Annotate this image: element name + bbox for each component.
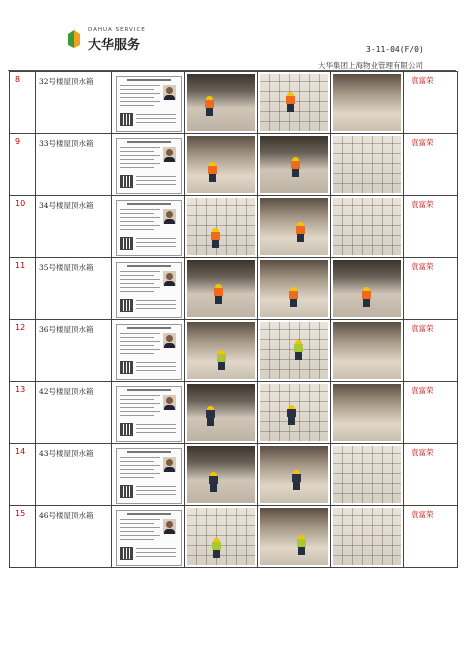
cleaning-photo-cell (258, 444, 331, 506)
health-certificate-image (116, 262, 182, 318)
inspector-signature: 袁富荣 (404, 196, 458, 258)
cleaning-photo (260, 322, 328, 379)
health-certificate-image (116, 324, 182, 380)
row-number: 14 (10, 444, 36, 506)
tank-location: 34号楼屋顶水箱 (36, 196, 112, 258)
health-certificate-cell (112, 320, 185, 382)
portrait-photo (163, 85, 176, 100)
document-code: 3-11-04(F/0) (366, 45, 424, 54)
health-certificate-image (116, 138, 182, 194)
logo-english-text: DAHUA SERVICE (88, 27, 146, 33)
cleaning-photo-cell (331, 72, 404, 134)
cleaning-photo (187, 322, 255, 379)
row-number: 10 (10, 196, 36, 258)
qr-code-icon (120, 547, 133, 560)
table-row (10, 196, 458, 258)
worker-figure (208, 162, 217, 182)
row-number: 8 (10, 72, 36, 134)
health-certificate-image (116, 200, 182, 256)
portrait-photo (163, 209, 176, 224)
portrait-photo (163, 271, 176, 286)
cleaning-photo (333, 446, 401, 503)
worker-figure (205, 96, 214, 116)
cleaning-photo (187, 384, 255, 441)
table-row (10, 134, 458, 196)
cleaning-photo (187, 260, 255, 317)
health-certificate-image (116, 386, 182, 442)
portrait-photo (163, 333, 176, 348)
table-row (10, 72, 458, 134)
qr-code-icon (120, 237, 133, 250)
qr-code-icon (120, 113, 133, 126)
tank-location: 33号楼屋顶水箱 (36, 134, 112, 196)
cleaning-photo (187, 446, 255, 503)
cleaning-photo (333, 322, 401, 379)
cleaning-photo (260, 508, 328, 565)
cleaning-photo (187, 74, 255, 131)
worker-figure (294, 340, 303, 360)
portrait-photo (163, 457, 176, 472)
health-certificate-cell (112, 258, 185, 320)
cleaning-photo-cell (258, 258, 331, 320)
inspector-signature: 袁富荣 (404, 444, 458, 506)
row-number: 11 (10, 258, 36, 320)
qr-code-icon (120, 423, 133, 436)
portrait-photo (163, 395, 176, 410)
cleaning-photo (260, 446, 328, 503)
worker-figure (297, 535, 306, 555)
tank-location: 32号楼屋顶水箱 (36, 72, 112, 134)
cleaning-photo (187, 508, 255, 565)
cleaning-photo-cell (258, 382, 331, 444)
qr-code-icon (120, 485, 133, 498)
cleaning-photo-cell (331, 444, 404, 506)
cleaning-photo (333, 136, 401, 193)
row-number: 12 (10, 320, 36, 382)
cleaning-photo-cell (331, 134, 404, 196)
worker-figure (286, 92, 295, 112)
cleaning-photo (187, 198, 255, 255)
health-certificate-image (116, 510, 182, 566)
cleaning-photo-cell (331, 382, 404, 444)
cleaning-photo (187, 136, 255, 193)
cleaning-photo-cell (185, 382, 258, 444)
cleaning-photo-cell (185, 72, 258, 134)
cleaning-photo (333, 198, 401, 255)
dahua-logo-icon (66, 28, 82, 50)
table-row (10, 444, 458, 506)
cleaning-photo (260, 198, 328, 255)
inspector-signature: 袁富荣 (404, 258, 458, 320)
health-certificate-cell (112, 134, 185, 196)
qr-code-icon (120, 175, 133, 188)
cleaning-photo (260, 136, 328, 193)
health-certificate-cell (112, 382, 185, 444)
company-name: 大华集团上海物业管理有限公司 (318, 61, 423, 70)
health-certificate-cell (112, 506, 185, 568)
qr-code-icon (120, 361, 133, 374)
tank-location: 43号楼屋顶水箱 (36, 444, 112, 506)
table-row (10, 320, 458, 382)
company-logo (66, 26, 146, 56)
worker-figure (296, 222, 305, 242)
tank-location: 46号楼屋顶水箱 (36, 506, 112, 568)
cleaning-photo-cell (185, 506, 258, 568)
health-certificate-cell (112, 196, 185, 258)
cleaning-photo-cell (258, 506, 331, 568)
logo-chinese-text: 大华服务 (88, 38, 141, 53)
health-certificate-cell (112, 72, 185, 134)
cleaning-photo-cell (331, 320, 404, 382)
portrait-photo (163, 147, 176, 162)
inspector-signature: 袁富荣 (404, 320, 458, 382)
inspector-signature: 袁富荣 (404, 506, 458, 568)
cleaning-photo-cell (185, 320, 258, 382)
worker-figure (287, 405, 296, 425)
qr-code-icon (120, 299, 133, 312)
worker-figure (212, 538, 221, 558)
table-row (10, 506, 458, 568)
worker-figure (291, 157, 300, 177)
row-number: 13 (10, 382, 36, 444)
inspector-signature: 袁富荣 (404, 72, 458, 134)
inspector-signature: 袁富荣 (404, 134, 458, 196)
cleaning-photo (333, 508, 401, 565)
worker-figure (209, 472, 218, 492)
worker-figure (292, 470, 301, 490)
worker-figure (206, 406, 215, 426)
health-certificate-image (116, 76, 182, 132)
cleaning-photo-cell (185, 444, 258, 506)
table-row (10, 382, 458, 444)
cleaning-photo-cell (331, 506, 404, 568)
cleaning-photo (260, 260, 328, 317)
cleaning-photo-cell (258, 196, 331, 258)
table-row (10, 258, 458, 320)
worker-figure (217, 350, 226, 370)
worker-figure (362, 287, 371, 307)
portrait-photo (163, 519, 176, 534)
cleaning-photo-cell (258, 320, 331, 382)
tank-location: 35号楼屋顶水箱 (36, 258, 112, 320)
worker-figure (214, 284, 223, 304)
cleaning-photo (333, 384, 401, 441)
cleaning-record-table (9, 71, 458, 568)
inspector-signature: 袁富荣 (404, 382, 458, 444)
cleaning-photo-cell (185, 196, 258, 258)
row-number: 9 (10, 134, 36, 196)
cleaning-photo (260, 384, 328, 441)
cleaning-photo-cell (331, 196, 404, 258)
tank-location: 42号楼屋顶水箱 (36, 382, 112, 444)
cleaning-photo-cell (258, 72, 331, 134)
cleaning-photo (260, 74, 328, 131)
cleaning-photo (333, 74, 401, 131)
tank-location: 36号楼屋顶水箱 (36, 320, 112, 382)
cleaning-photo-cell (258, 134, 331, 196)
worker-figure (289, 287, 298, 307)
row-number: 15 (10, 506, 36, 568)
cleaning-photo (333, 260, 401, 317)
cleaning-photo-cell (185, 134, 258, 196)
health-certificate-image (116, 448, 182, 504)
health-certificate-cell (112, 444, 185, 506)
worker-figure (211, 228, 220, 248)
cleaning-photo-cell (331, 258, 404, 320)
cleaning-photo-cell (185, 258, 258, 320)
